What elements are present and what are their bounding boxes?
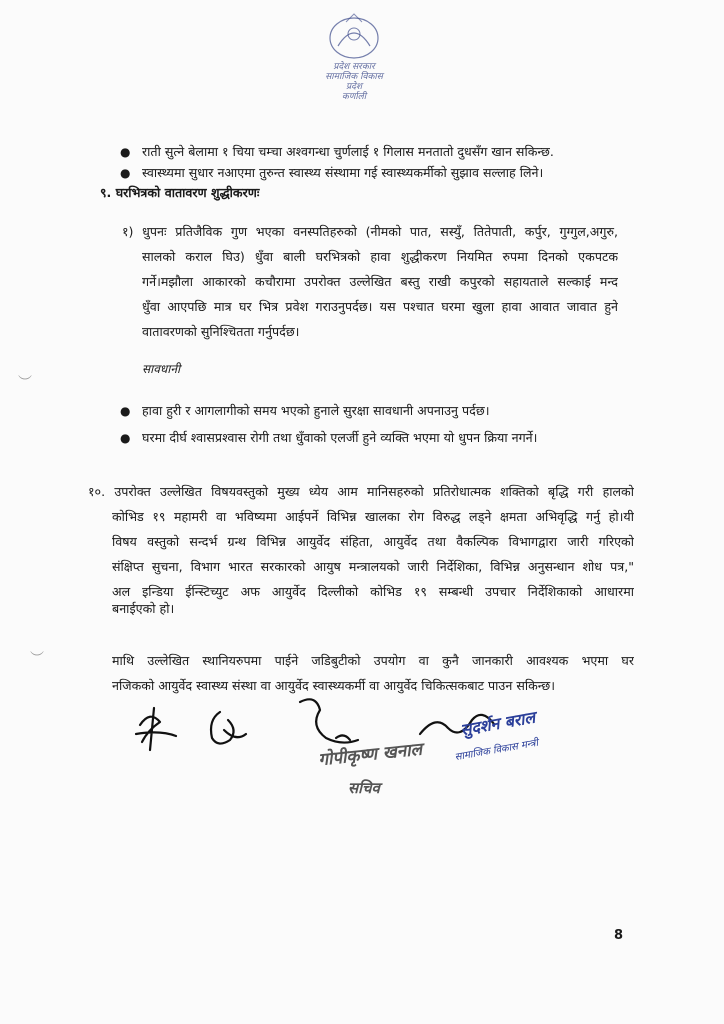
bullet-dot-icon: ● xyxy=(120,404,131,418)
caution-label: सावधानी xyxy=(142,362,181,376)
paragraph-line: गर्ने।मझौला आकारको कचौरामा उपरोक्त उल्लेखित बस्तु राखी कपुरको सहायताले सल्काई मन्द xyxy=(142,274,618,289)
paragraph-line: नजिकको आयुर्वेद स्वास्थ्य संस्था वा आयुर्वेद स्वास्थ्यकर्मी वा आयुर्वेद चिकित्सकबाट पाउन सकिन्छ। xyxy=(112,678,555,693)
paragraph-line: वातावरणको सुनिश्चितता गर्नुपर्दछ। xyxy=(142,324,300,339)
paragraph-line: संक्षिप्त सुचना, विभाग भारत सरकारको आयुष मन्त्रालयको जारी निर्देशिका, विभिन्न अनुसन्धान शोध पत्र," xyxy=(112,559,634,574)
paragraph-line: कोभिड १९ महामरी वा भविष्यमा आईपर्ने विभिन्न खालका रोग विरुद्ध लड्ने क्षमता अभिवृद्धि गर्नु हो।यी xyxy=(112,509,634,524)
seal-line-3: प्रदेश xyxy=(345,82,363,92)
minister-title: सामाजिक विकास मन्त्री xyxy=(453,737,540,764)
list-item: हावा हुरी र आगलागीको समय भएको हुनाले सुरक्षा सावधानी अपनाउनु पर्दछ। xyxy=(142,403,490,418)
paragraph-line: धुँवा आएपछि मात्र घर भित्र प्रवेश गराउनुपर्दछ। यस पश्चात घरमा खुला हावा आवात जावात हुने xyxy=(142,299,618,314)
paragraph-line: विषय वस्तुको सन्दर्भ ग्रन्थ विभिन्न आयुर्वेद संहिता, आयुर्वेद तथा वैकल्पिक विभागद्वारा जारी गरिएको xyxy=(112,534,634,549)
list-item: राती सुत्ने बेलामा १ चिया चम्चा अश्वगन्धा चुर्णलाई १ गिलास मनतातो दुधसँग खान सकिन्छ. xyxy=(142,144,554,159)
seal-line-2: सामाजिक विकास xyxy=(325,72,383,82)
seal-line-4: कर्णाली xyxy=(341,92,367,102)
list-item: स्वास्थ्यमा सुधार नआएमा तुरुन्त स्वास्थ्य संस्थामा गई स्वास्थ्यकर्मीको सुझाव सल्लाह लिने। xyxy=(142,165,544,180)
page-number: 8 xyxy=(614,928,624,943)
paragraph-line: १) धुपनः प्रतिजैविक गुण भएका वनस्पतिहरुको (नीमको पात, सस्युँ, तितेपाती, कर्पुर, गुग्गुल,अगुरु, xyxy=(122,224,618,239)
secretary-title: सचिव xyxy=(348,779,380,797)
section-9-heading: ९. घरभित्रको वातावरण शुद्धीकरणः xyxy=(100,185,260,200)
signature-area xyxy=(120,690,600,820)
government-seal xyxy=(306,10,402,120)
paragraph-line: बनाईएको हो। xyxy=(112,601,175,616)
list-item: घरमा दीर्घ श्वासप्रश्वास रोगी तथा धुँवाको एलर्जी हुने व्यक्ति भएमा यो धुपन क्रिया नगर्ने। xyxy=(142,430,538,445)
paragraph-line: अल इन्डिया ईन्स्टिच्युट अफ आयुर्वेद दिल्लीको कोभिड १९ सम्बन्धी उपचार निर्देशिकाको आधारमा xyxy=(112,584,634,599)
bullet-dot-icon: ● xyxy=(120,166,131,180)
paragraph-line: १०. उपरोक्त उल्लेखित विषयवस्तुको मुख्य ध्येय आम मानिसहरुको प्रतिरोधात्मक शक्तिको बृद्धि गरी हालको xyxy=(88,484,634,499)
minister-name: सुदर्शन बराल xyxy=(459,707,537,740)
margin-mark: ︶ xyxy=(18,375,32,391)
margin-mark: ︶ xyxy=(30,651,44,667)
bullet-dot-icon: ● xyxy=(120,145,131,159)
emblem-icon xyxy=(324,10,384,62)
bullet-dot-icon: ● xyxy=(120,431,131,445)
seal-line-1: प्रदेश सरकार xyxy=(333,62,375,72)
paragraph-line: सालको कराल घिउ) धुँवा बाली घरभित्रको हावा शुद्धीकरण नियमित रुपमा दिनको एकपटक xyxy=(142,249,618,264)
paragraph-line: माथि उल्लेखित स्थानियरुपमा पाईने जडिबुटीको उपयोग वा कुनै जानकारी आवश्यक भएमा घर xyxy=(112,653,634,668)
secretary-name: गोपीकृष्ण खनाल xyxy=(317,739,423,771)
